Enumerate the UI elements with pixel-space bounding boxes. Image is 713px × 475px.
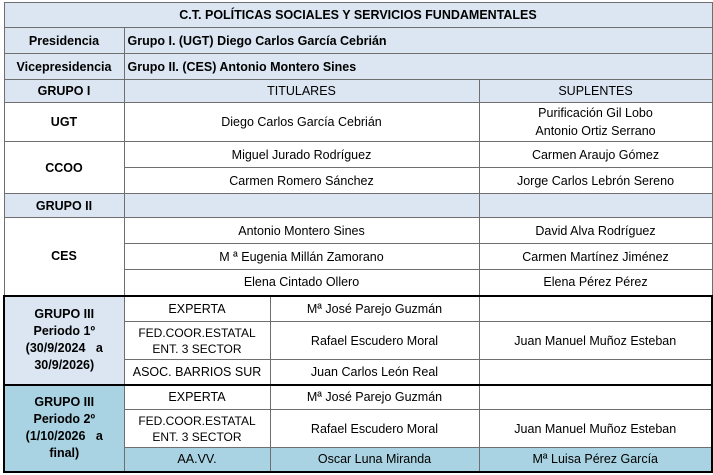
ccoo-label: CCOO — [4, 142, 124, 194]
p1-entidad-asoc: ASOC. BARRIOS SUR — [124, 360, 270, 385]
p2-entidad-aavv: AA.VV. — [124, 448, 270, 472]
grupo-iii-periodo-2-line-2: Periodo 2º — [33, 412, 96, 426]
p2-suplente-aavv: Mª Luisa Pérez García — [479, 448, 712, 472]
suplentes-header: SUPLENTES — [479, 80, 712, 103]
p1-suplente-fed: Juan Manuel Muñoz Esteban — [479, 322, 712, 360]
ces-suplente-2: Carmen Martínez Jiménez — [479, 244, 712, 270]
ces-titular-2: M ª Eugenia Millán Zamorano — [124, 244, 479, 270]
p1-suplente-experta — [479, 296, 712, 322]
ccoo-titular-2: Carmen Romero Sánchez — [124, 168, 479, 194]
ccoo-titular-1: Miguel Jurado Rodríguez — [124, 142, 479, 168]
grupo-i-header: GRUPO I — [4, 80, 124, 103]
grupo-iii-periodo-1-line-2: Periodo 1º — [33, 324, 96, 338]
grupo-ii-empty-titular — [124, 194, 479, 218]
grupo-iii-periodo-1-line-4: 30/9/2026) — [34, 358, 95, 372]
ugt-label: UGT — [4, 103, 124, 142]
p2-titular-fed: Rafael Escudero Moral — [270, 410, 479, 448]
presidencia-label: Presidencia — [4, 28, 124, 54]
p1-titular-asoc: Juan Carlos León Real — [270, 360, 479, 385]
p1-entidad-fed-line-2: ENT. 3 SECTOR — [152, 341, 242, 356]
grupo-iii-periodo-2-line-4: final) — [49, 446, 80, 460]
ugt-titular: Diego Carlos García Cebrián — [124, 103, 479, 142]
grupo-iii-periodo-1-line-3: (30/9/2024 a — [25, 341, 103, 355]
p2-entidad-fed-line-1: FED.COOR.ESTATAL — [138, 413, 256, 428]
vicepresidencia-value: Grupo II. (CES) Antonio Montero Sines — [124, 54, 712, 80]
ces-suplente-3: Elena Pérez Pérez — [479, 270, 712, 296]
p2-suplente-experta — [479, 385, 712, 410]
ces-label: CES — [4, 218, 124, 296]
presidencia-value: Grupo I. (UGT) Diego Carlos García Cebrián — [124, 28, 712, 54]
grupo-ii-empty-suplente — [479, 194, 712, 218]
p2-entidad-experta: EXPERTA — [124, 385, 270, 410]
p2-entidad-fed-line-2: ENT. 3 SECTOR — [152, 429, 242, 444]
p1-entidad-fed-line-1: FED.COOR.ESTATAL — [138, 325, 256, 340]
grupo-iii-periodo-2-label — [4, 385, 124, 472]
commission-table — [3, 2, 713, 473]
p2-entidad-fed — [124, 410, 270, 448]
grupo-iii-periodo-2-line-3: (1/10/2026 a — [25, 429, 103, 443]
p1-titular-fed: Rafael Escudero Moral — [270, 322, 479, 360]
p1-entidad-experta: EXPERTA — [124, 296, 270, 322]
ces-suplente-1: David Alva Rodríguez — [479, 218, 712, 244]
ugt-suplentes — [479, 103, 712, 142]
ces-titular-3: Elena Cintado Ollero — [124, 270, 479, 296]
p2-suplente-fed: Juan Manuel Muñoz Esteban — [479, 410, 712, 448]
p1-suplente-asoc — [479, 360, 712, 385]
ugt-suplente-1: Purificación Gil Lobo — [538, 106, 653, 120]
ccoo-suplente-1: Carmen Araujo Gómez — [479, 142, 712, 168]
p2-titular-experta: Mª José Parejo Guzmán — [270, 385, 479, 410]
ugt-suplente-2: Antonio Ortiz Serrano — [535, 124, 656, 138]
grupo-iii-periodo-1-label — [4, 296, 124, 385]
ccoo-suplente-2: Jorge Carlos Lebrón Sereno — [479, 168, 712, 194]
p2-titular-aavv: Oscar Luna Miranda — [270, 448, 479, 472]
grupo-ii-header: GRUPO II — [4, 194, 124, 218]
titulares-header: TITULARES — [124, 80, 479, 103]
grupo-iii-periodo-2-line-1: GRUPO III — [34, 395, 95, 409]
ces-titular-1: Antonio Montero Sines — [124, 218, 479, 244]
p1-titular-experta: Mª José Parejo Guzmán — [270, 296, 479, 322]
vicepresidencia-label: Vicepresidencia — [4, 54, 124, 80]
table-title: C.T. POLÍTICAS SOCIALES Y SERVICIOS FUNDAMENTALES — [4, 3, 712, 28]
grupo-iii-periodo-1-line-1: GRUPO III — [34, 307, 95, 321]
p1-entidad-fed — [124, 322, 270, 360]
